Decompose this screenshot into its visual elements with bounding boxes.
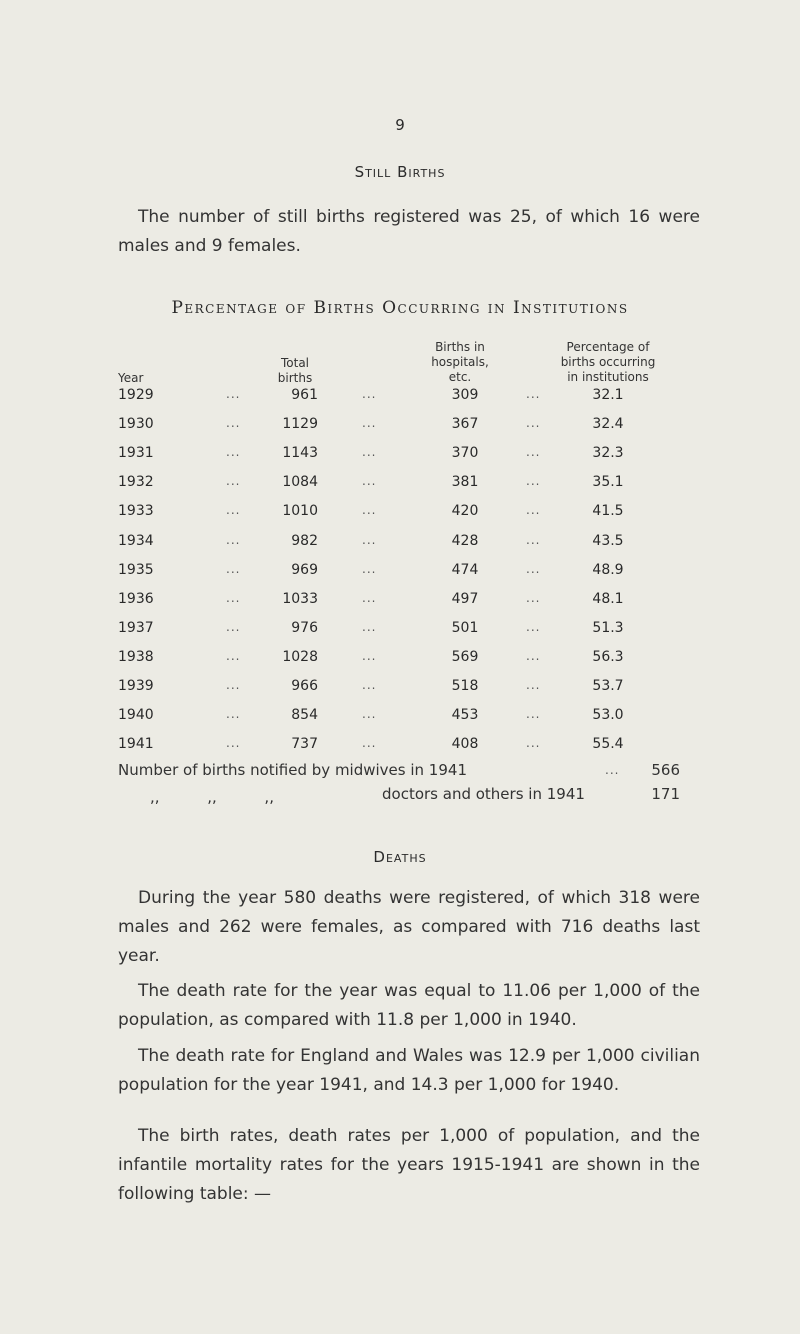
row-hospital-births: 381 <box>451 474 479 490</box>
row-leader: ... <box>362 591 377 605</box>
row-leader: ... <box>226 649 241 663</box>
deaths-heading <box>0 848 800 866</box>
row-leader: ... <box>226 591 241 605</box>
row-year: 1933 <box>118 503 154 519</box>
row-total-births: 1010 <box>282 503 318 519</box>
deaths-paragraph-1: During the year 580 deaths were registered, of which 318 were males and 262 were females, as compared with 716 deaths last year. <box>118 888 700 966</box>
row-leader: ... <box>362 503 377 517</box>
row-hospital-births: 428 <box>451 533 479 549</box>
row-year: 1936 <box>118 591 154 607</box>
row-leader: ... <box>362 387 377 401</box>
row-hospital-births: 367 <box>451 416 479 432</box>
row-total-births: 1143 <box>282 445 318 461</box>
row-percentage: 35.1 <box>592 474 624 490</box>
row-year: 1929 <box>118 387 154 403</box>
row-hospital-births: 497 <box>451 591 479 607</box>
still-births-heading <box>0 163 800 181</box>
row-hospital-births: 501 <box>451 620 479 636</box>
row-year: 1938 <box>118 649 154 665</box>
header-total-births <box>255 356 335 386</box>
row-leader: ... <box>526 387 541 401</box>
header-year: Year <box>118 371 144 385</box>
row-leader: ... <box>362 736 377 750</box>
row-percentage: 43.5 <box>592 533 624 549</box>
row-percentage: 51.3 <box>592 620 624 636</box>
row-leader: ... <box>226 736 241 750</box>
header-percentage-line2: births occurring <box>560 355 656 369</box>
row-total-births: 1028 <box>282 649 318 665</box>
row-leader: ... <box>226 416 241 430</box>
row-leader: ... <box>226 533 241 547</box>
row-hospital-births: 420 <box>451 503 479 519</box>
institutions-table-title: Percentage of Births Occurring in Institutions <box>171 298 629 318</box>
row-total-births: 737 <box>291 736 318 752</box>
row-total-births: 1129 <box>282 416 318 432</box>
row-year: 1941 <box>118 736 154 752</box>
row-total-births: 1033 <box>282 591 318 607</box>
header-hospital-births <box>405 340 515 385</box>
row-leader: ... <box>226 387 241 401</box>
row-total-births: 982 <box>291 533 318 549</box>
row-leader: ... <box>526 591 541 605</box>
header-hospital-births-line3: etc. <box>448 370 472 384</box>
still-births-heading-text: Still Births <box>354 163 446 181</box>
row-leader: ... <box>226 620 241 634</box>
deaths-paragraph-3: The death rate for England and Wales was 12.9 per 1,000 civilian population for the year 1941, and 14.3 per 1,000 for 1940. <box>118 1046 700 1095</box>
row-leader: ... <box>362 678 377 692</box>
row-leader: ... <box>226 562 241 576</box>
deaths-paragraph-2: The death rate for the year was equal to 11.06 per 1,000 of the population, as compared with 11.8 per 1,000 in 1940. <box>118 981 700 1030</box>
row-hospital-births: 569 <box>451 649 479 665</box>
row-percentage: 48.1 <box>592 591 624 607</box>
header-percentage <box>528 340 688 385</box>
row-hospital-births: 474 <box>451 562 479 578</box>
midwives-leader: ... <box>605 763 620 777</box>
row-year: 1934 <box>118 533 154 549</box>
row-leader: ... <box>526 649 541 663</box>
row-total-births: 976 <box>291 620 318 636</box>
row-percentage: 48.9 <box>592 562 624 578</box>
row-leader: ... <box>526 736 541 750</box>
row-leader: ... <box>362 649 377 663</box>
doctors-label: doctors and others in 1941 <box>382 785 585 803</box>
midwives-label: Number of births notified by midwives in 1941 <box>118 761 467 779</box>
row-year: 1937 <box>118 620 154 636</box>
row-percentage: 55.4 <box>592 736 624 752</box>
header-percentage-line1: Percentage of <box>566 340 650 354</box>
row-leader: ... <box>526 503 541 517</box>
row-percentage: 53.0 <box>592 707 624 723</box>
row-leader: ... <box>362 707 377 721</box>
row-percentage: 56.3 <box>592 649 624 665</box>
row-year: 1932 <box>118 474 154 490</box>
still-births-paragraph: The number of still births registered was 25, of which 16 were males and 9 females. <box>118 207 700 256</box>
ditto-marks: ,, ,, ,, <box>150 788 274 806</box>
row-year: 1930 <box>118 416 154 432</box>
midwives-value: 566 <box>651 761 680 779</box>
row-leader: ... <box>526 416 541 430</box>
row-percentage: 32.3 <box>592 445 624 461</box>
row-hospital-births: 309 <box>451 387 479 403</box>
deaths-paragraph-4: The birth rates, death rates per 1,000 of population, and the infantile mortality rates for the years 1915-1941 are shown in the following table: — <box>118 1126 700 1204</box>
doctors-value: 171 <box>651 785 680 803</box>
row-percentage: 32.1 <box>592 387 624 403</box>
header-total-births-line1: Total <box>280 356 310 370</box>
row-leader: ... <box>362 562 377 576</box>
row-total-births: 1084 <box>282 474 318 490</box>
row-percentage: 53.7 <box>592 678 624 694</box>
row-total-births: 854 <box>291 707 318 723</box>
row-leader: ... <box>526 533 541 547</box>
row-leader: ... <box>526 620 541 634</box>
row-hospital-births: 408 <box>451 736 479 752</box>
row-hospital-births: 370 <box>451 445 479 461</box>
row-hospital-births: 453 <box>451 707 479 723</box>
row-year: 1940 <box>118 707 154 723</box>
row-year: 1931 <box>118 445 154 461</box>
row-total-births: 966 <box>291 678 318 694</box>
row-year: 1939 <box>118 678 154 694</box>
row-leader: ... <box>226 707 241 721</box>
row-percentage: 32.4 <box>592 416 624 432</box>
row-leader: ... <box>362 445 377 459</box>
row-total-births: 969 <box>291 562 318 578</box>
header-hospital-births-line1: Births in <box>435 340 485 354</box>
header-percentage-line3: in institutions <box>567 370 649 384</box>
row-leader: ... <box>362 620 377 634</box>
row-leader: ... <box>226 474 241 488</box>
row-leader: ... <box>362 474 377 488</box>
row-percentage: 41.5 <box>592 503 624 519</box>
row-year: 1935 <box>118 562 154 578</box>
row-total-births: 961 <box>291 387 318 403</box>
row-leader: ... <box>526 678 541 692</box>
page-number: 9 <box>395 116 405 134</box>
header-total-births-line2: births <box>277 371 313 385</box>
row-leader: ... <box>226 678 241 692</box>
row-leader: ... <box>526 474 541 488</box>
row-leader: ... <box>526 562 541 576</box>
row-leader: ... <box>226 445 241 459</box>
row-leader: ... <box>526 445 541 459</box>
row-leader: ... <box>226 503 241 517</box>
row-leader: ... <box>362 416 377 430</box>
header-hospital-births-line2: hospitals, <box>431 355 489 369</box>
row-leader: ... <box>362 533 377 547</box>
deaths-heading-text: Deaths <box>373 848 427 866</box>
row-hospital-births: 518 <box>451 678 479 694</box>
row-leader: ... <box>526 707 541 721</box>
